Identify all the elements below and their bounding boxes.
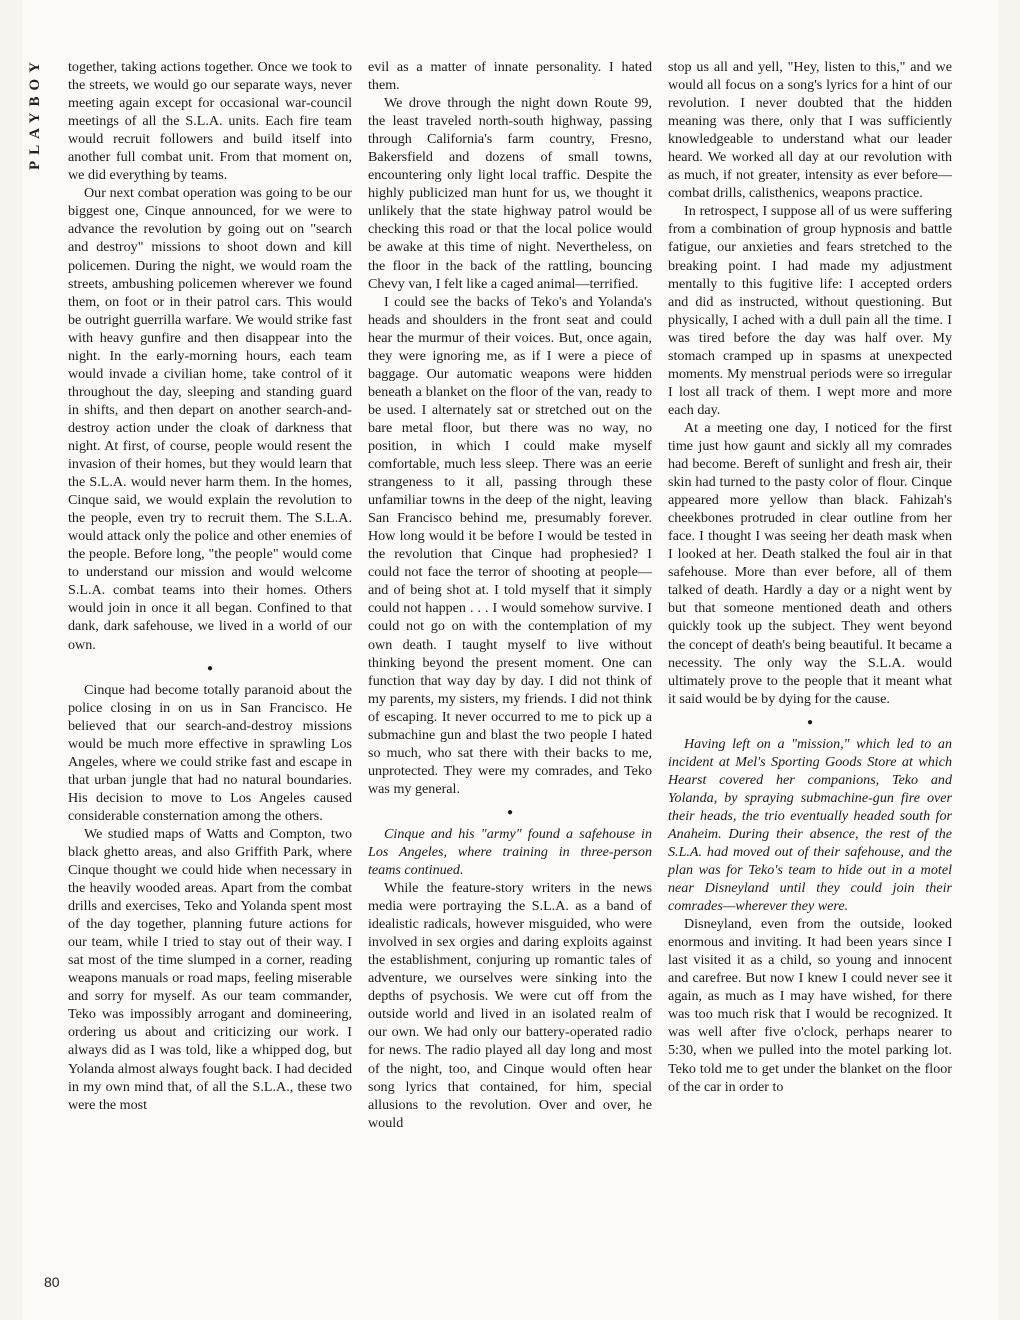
- body-paragraph: At a meeting one day, I noticed for the first time just how gaunt and sickly all my comrades had become. Bereft of sunlight and fresh air, their skin had turned to the pasty color of flour. Cinque appeared more yellow than black. Fahizah's cheekbones protruded in clear outline from her face. I thought I was seeing her death mask when I looked at her. Death stalked the foul air in that safehouse. More than ever before, all of them talked of death. Hardly a day or a night went by but that someone mentioned death and others quickly took up the subject. They went beyond the concept of death's being beautiful. It became a necessity. The only way the S.L.A. would ultimately prove to the people that it meant what it said would be by dying for the cause.: [668, 419, 952, 707]
- body-paragraph: We drove through the night down Route 99, the least traveled north-south highway, passing through California's farm country, Fresno, Bakersfield and dozens of small towns, encountering only light local traffic. Despite the highly publicized man hunt for us, we thought it unlikely that the state highway patrol would be checking this road or that the local police would be awake at this time of night. Nevertheless, on the floor in the back of the rattling, bouncing Chevy van, I felt like a caged animal—terrified.: [368, 95, 652, 292]
- editorial-note: Cinque and his "army" found a safehouse in Los Angeles, where training in three-person teams continued.: [368, 825, 652, 879]
- body-paragraph: While the feature-story writers in the news media were portraying the S.L.A. as a band of idealistic radicals, however misguided, who were involved in sex orgies and daring exploits against the establishment, conjuring up romantic tales of adventure, we ourselves were sinking into the depths of psychosis. We were cut off from the outside world and lived in an isolated realm of our own. We had only our battery-operated radio for news. The radio played all day long and most of the night, too, and Cinque would often hear song lyrics that contained, for him, special allusions to the revolution. Over and over, he would: [368, 880, 652, 1131]
- editorial-note: Having left on a "mission," which led to an incident at Mel's Sporting Goods Store at which Hearst covered her companions, Teko and Yolanda, by spraying submachine-gun fire over their heads, the trio eventually headed south for Anaheim. During their absence, the rest of the S.L.A. had moved out of their safehouse, and the plan was for Teko's team to hide out in a motel near Disneyland until they could join their comrades—wherever they were.: [668, 735, 952, 915]
- running-head: PLAYBOY: [27, 56, 43, 170]
- body-paragraph: Cinque had become totally paranoid about the police closing in on us in San Francisco. He believed that our search-and-destroy missions would be much more effective in sprawling Los Angeles, where we could strike fast and escape in that urban jungle that had no natural boundaries. His decision to move to Los Angeles caused considerable consternation among the others.: [68, 681, 352, 824]
- body-paragraph: In retrospect, I suppose all of us were suffering from a combination of group hypnosis and battle fatigue, our anxieties and fears stretched to the breaking point. I had made my adjustment mentally to this fugitive life: I accepted orders and did as instructed, without questioning. But physically, I ached with a dull pain all the time. I was tired before the day was half over. My stomach cramped up in spasms at unexpected moments. My menstrual periods were so irregular I lost all track of them. I wept more and more each day.: [668, 203, 952, 418]
- body-paragraph: We studied maps of Watts and Compton, two black ghetto areas, and also Griffith Park, where Cinque thought we could hide when necessary in the heavily wooded areas. Apart from the combat drills and exercises, Teko and Yolanda spent most of the day together, planning future actions for our team, while I tried to stay out of their way. I sat most of the time slumped in a corner, reading weapons manuals or road maps, feeling miserable and sorry for myself. As our team commander, Teko was impossibly arrogant and domineering, ordering us about and criticizing our work. I always did as I was told, like a whipped dog, but Yolanda almost always fought back. I had decided in my own mind that, of all the S.L.A., these two were the most: [68, 825, 352, 1113]
- page-number: 80: [44, 1274, 60, 1290]
- body-paragraph: stop us all and yell, "Hey, listen to this," and we would all focus on a song's lyrics for a hint of our revolution. I never doubted that the hidden meaning was there, only that I was sufficiently knowledgeable to understand what our leader heard. We worked all day at our revolution with as much, if not greater, intensity as ever before—combat drills, calisthenics, weapons practice.: [668, 59, 952, 202]
- text-column-1: [68, 58, 352, 1114]
- body-paragraph: I could see the backs of Teko's and Yolanda's heads and shoulders in the front seat and could hear the murmur of their voices. But, once again, they were ignoring me, as if I were a piece of baggage. Our automatic weapons were hidden beneath a blanket on the floor of the van, ready to be used. I alternately sat or stretched out on the bare metal floor, but there was no way, no position, in which I could make myself comfortable, much less sleep. There was an eerie strangeness to it all, passing through these unfamiliar towns in the deep of the night, leaving San Francisco behind me, presumably forever. How long would it be before I would be tested in the revolution that Cinque had prophesied? I could not face the terror of shooting at people—and of being shot at. I told myself that it simply could not happen . . . I would somehow survive. I could not go on with the contemplation of my own death. I taught myself to live without thinking beyond the present moment. One can function that way day by day. I did not think of my parents, my sisters, my friends. I did not think of escaping. It never occurred to me to pick up a submachine gun and blast the two people I hated so much, who sat there with their backs to me, unprotected. They were my comrades, and Teko was my general.: [368, 293, 652, 797]
- body-paragraph: Disneyland, even from the outside, looked enormous and inviting. It had been years since I last visited it as a child, so young and innocent and carefree. But now I knew I could never see it again, as much as I may have wished, for there was too much risk that I would be recognized. It was well after five o'clock, perhaps nearer to 5:30, when we pulled into the motel parking lot. Teko told me to get under the blanket on the floor of the car in order to: [668, 916, 952, 1095]
- section-break-bullet: ●: [506, 806, 514, 818]
- body-paragraph: Our next combat operation was going to be our biggest one, Cinque announced, for we were to advance the revolution by going out on "search and destroy" missions to shoot down and kill policemen. During the night, we would roam the streets, ambushing policemen wherever we found them, on foot or in their patrol cars. This would be outright guerrilla warfare. We would strike fast with heavy gunfire and then disappear into the night. In the early-morning hours, each team would invade a civilian home, take control of it throughout the day, sleeping and standing guard in shifts, and then depart on another search-and-destroy action under the cloak of darkness that night. At first, of course, people would resent the invasion of their homes, but they would learn that the S.L.A. would never harm them. In the homes, Cinque said, we would explain the revolution to the people, even try to recruit them. The S.L.A. would attack only the police and other enemies of the people. Before long, "the people" would come to understand our mission and would welcome S.L.A. combat teams into their homes. Others would join in once it all began. Confined to that dank, dark safehouse, we lived in a world of our own.: [68, 185, 352, 653]
- section-break-bullet: ●: [206, 662, 214, 674]
- text-column-2: [368, 58, 652, 1132]
- body-paragraph: evil as a matter of innate personality. I hated them.: [368, 59, 652, 94]
- section-break-bullet: ●: [806, 716, 814, 728]
- text-column-3: [668, 58, 952, 1096]
- body-paragraph: together, taking actions together. Once we took to the streets, we would go our separate ways, never meeting again except for occasional war-council meetings of all the S.L.A. units. Each fire team would recruit followers and build itself into another full combat unit. From that moment on, we did everything by teams.: [68, 59, 352, 184]
